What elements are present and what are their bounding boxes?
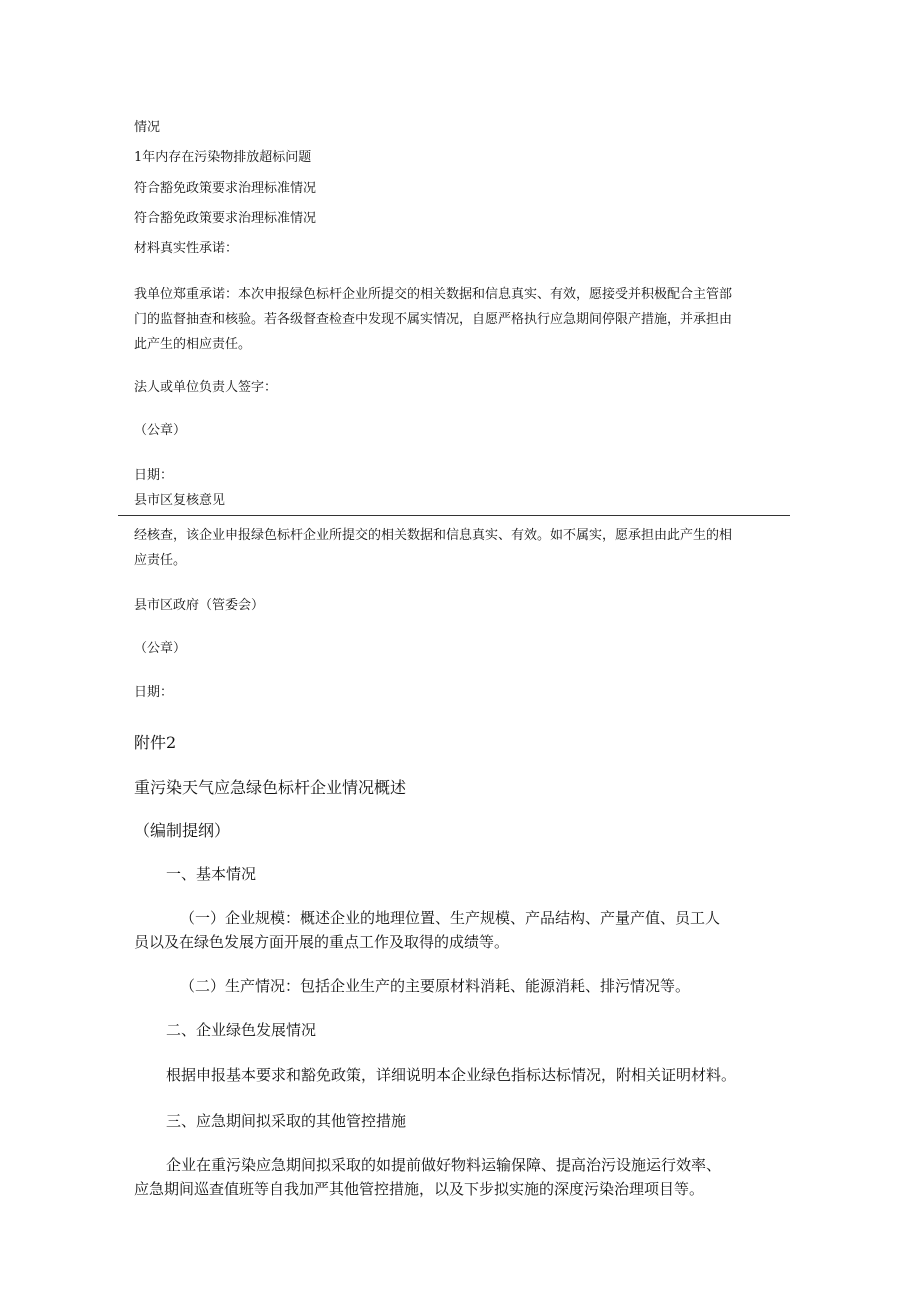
attachment-title: 重污染天气应急绿色标杆企业情况概述 <box>134 778 407 797</box>
commitment-label: 材料真实性承诺： <box>134 241 239 256</box>
commitment-line-3: 此产生的相应责任。 <box>134 337 252 352</box>
signature-label: 法人或单位负责人签字： <box>134 380 278 395</box>
item-exceed: 1年内存在污染物排放超标问题 <box>134 150 312 165</box>
date-label-2: 日期： <box>134 685 174 700</box>
attachment-label: 附件2 <box>134 733 177 752</box>
seal-2: （公章） <box>134 641 187 656</box>
county-gov: 县市区政府（管委会） <box>134 598 265 613</box>
section-1-heading: 一、基本情况 <box>166 865 257 883</box>
section-2-para-1: 根据申报基本要求和豁免政策，详细说明本企业绿色指标达标情况，附相关证明材料。 <box>166 1066 737 1084</box>
commitment-line-1: 我单位郑重承诺：本次申报绿色标杆企业所提交的相关数据和信息真实、有效，愿接受并积极配合主管部 <box>134 287 733 302</box>
divider <box>118 515 790 516</box>
item-policy-1: 符合豁免政策要求治理标准情况 <box>134 181 317 196</box>
section-3-para-1-line-2: 应急期间巡查值班等自我加严其他管控措施，以及下步拟实施的深度污染治理项目等。 <box>134 1180 705 1198</box>
seal-1: （公章） <box>134 423 187 438</box>
attachment-subtitle: （编制提纲） <box>134 821 231 840</box>
item-situation: 情况 <box>134 120 161 135</box>
review-line-1: 经核查，该企业申报绿色标杆企业所提交的相关数据和信息真实、有效。如不属实，愿承担由此产生的相 <box>134 528 733 543</box>
county-review-label: 县市区复核意见 <box>134 493 226 508</box>
item-policy-2: 符合豁免政策要求治理标准情况 <box>134 211 317 226</box>
date-label-1: 日期： <box>134 468 174 483</box>
commitment-line-2: 门的监督抽查和核验。若各级督查检查中发现不属实情况，自愿严格执行应急期间停限产措施，并承担由 <box>134 312 733 327</box>
section-2-heading: 二、企业绿色发展情况 <box>166 1021 317 1039</box>
section-3-heading: 三、应急期间拟采取的其他管控措施 <box>166 1112 407 1130</box>
section-1-para-2: （二）生产情况：包括企业生产的主要原材料消耗、能源消耗、排污情况等。 <box>180 977 691 995</box>
section-1-para-1-line-1: （一）企业规模：概述企业的地理位置、生产规模、产品结构、产量产值、员工人 <box>180 909 721 927</box>
review-line-2: 应责任。 <box>134 553 187 568</box>
section-3-para-1-line-1: 企业在重污染应急期间拟采取的如提前做好物料运输保障、提高治污设施运行效率、 <box>166 1156 722 1174</box>
section-1-para-1-line-2: 员以及在绿色发展方面开展的重点工作及取得的成绩等。 <box>134 933 510 951</box>
